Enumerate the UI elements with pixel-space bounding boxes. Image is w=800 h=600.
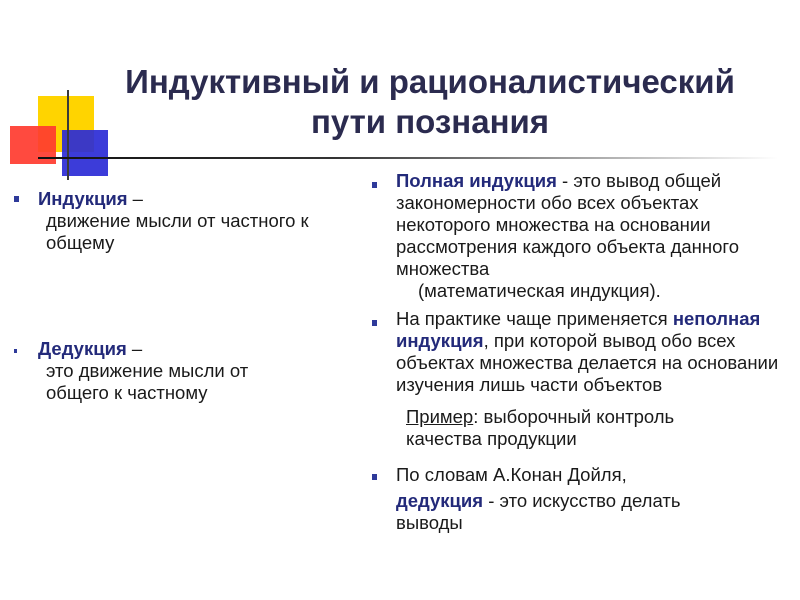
title-line-1: Индуктивный и рационалистический <box>125 63 735 100</box>
bullet-icon <box>14 196 19 202</box>
induction-dash: – <box>127 188 143 209</box>
deduction-definition: это движение мысли от общего к частному <box>46 360 249 403</box>
induction-term: Индукция <box>38 188 128 209</box>
bullet-icon <box>372 182 377 188</box>
right-column <box>372 170 792 534</box>
bullet-icon <box>372 474 377 480</box>
deduction-dash: – <box>126 338 143 359</box>
full-induction-term: Полная индукция <box>396 170 557 191</box>
title-underline <box>38 157 778 159</box>
practice-item <box>372 308 792 450</box>
slide-title <box>70 62 790 142</box>
full-induction-item <box>372 170 792 302</box>
doyle-item <box>372 464 792 534</box>
incomplete-induction-term: неполная индукция <box>396 308 761 351</box>
practice-text-after: , при которой вывод обо всех объектах множества делается на основании изучения лишь части объектов <box>396 330 779 395</box>
deduction-term: Дедукция <box>38 338 127 359</box>
example-text: : выборочный контроль качества продукции <box>406 406 675 449</box>
left-column <box>14 188 364 404</box>
deduction-term-right: дедукция <box>396 490 484 511</box>
practice-text-before: На практике чаще применяется <box>396 308 673 329</box>
full-induction-note: (математическая индукция). <box>418 280 661 301</box>
induction-definition: движение мысли от частного к общему <box>46 210 309 253</box>
decor-vertical-line <box>67 90 69 180</box>
title-line-2: пути познания <box>310 103 550 140</box>
deduction-item <box>14 338 364 404</box>
bullet-icon <box>14 349 17 353</box>
full-induction-text: - это вывод общей закономерности обо всех объектах некоторого множества на основании рассмотрения каждого объекта данного множества <box>396 170 740 279</box>
doyle-text-before: По словам А.Конан Дойля, <box>396 464 627 485</box>
bullet-icon <box>372 320 377 326</box>
induction-item <box>14 188 364 254</box>
doyle-text-after: - это искусство делать выводы <box>396 490 681 533</box>
example-label: Пример <box>406 406 474 427</box>
